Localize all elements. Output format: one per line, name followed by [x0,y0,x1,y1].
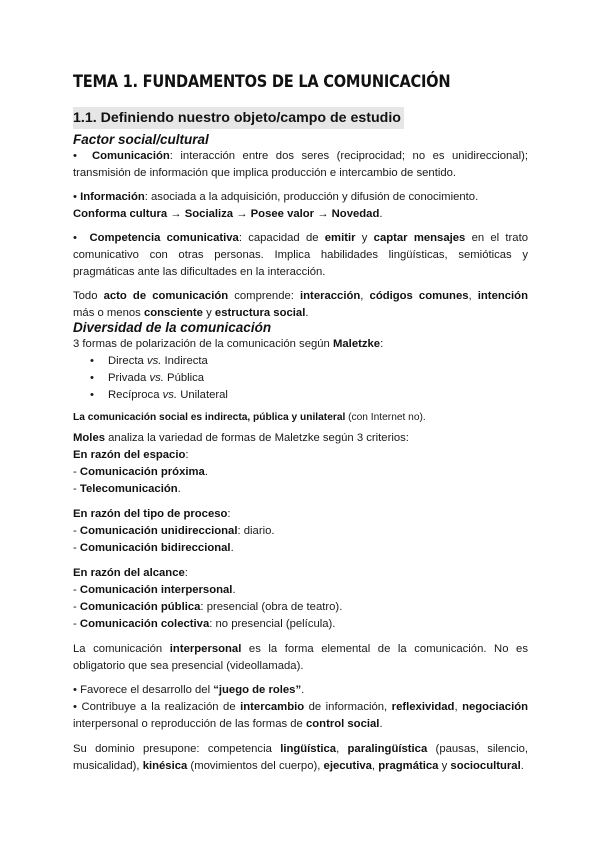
proceso-heading: En razón del tipo de proceso: [73,508,231,520]
subheading-factor: Factor social/cultural [73,132,209,147]
acto-comunicacion: Todo acto de comunicación comprende: interacción, códigos comunes, intención más o menos consciente y estructura social. [73,290,528,319]
informacion-definition: • Información: asociada a la adquisición, producción y difusión de conocimiento. [73,191,479,203]
alcance-item: - Comunicación interpersonal. [73,584,236,596]
competencia-definition: • Competencia comunicativa: capacidad de emitir y captar mensajes en el trato comunicativo con otras personas. Implica habilidades lingüísticas, semióticas y pragmáticas ante las dificultades en la interacción. [73,232,529,278]
factor-block [73,148,528,322]
espacio-item: - Comunicación próxima. [73,466,208,478]
cultura-chain: Conforma cultura → Socializa → Posee valor → Novedad. [73,208,383,220]
polarization-list [73,353,528,404]
list-item: • Recíproca vs. Unilateral [73,387,528,404]
alcance-heading: En razón del alcance: [73,567,188,579]
proceso-item: - Comunicación unidireccional: diario. [73,525,275,537]
interpersonal-paragraph: La comunicación interpersonal es la forma elemental de la comunicación. No es obligatorio que sea presencial (videollamada). [73,643,528,672]
social-note: La comunicación social es indirecta, pública y unilateral (con Internet no). [73,412,426,423]
section-heading: 1.1. Definiendo nuestro objeto/campo de estudio [73,107,404,129]
page-title: TEMA 1. FUNDAMENTOS DE LA COMUNICACIÓN [73,72,451,92]
list-item: • Privada vs. Pública [73,370,528,387]
moles-intro: Moles analiza la variedad de formas de Maletzke según 3 criterios: [73,432,409,444]
maletzke-intro: 3 formas de polarización de la comunicación según Maletzke: [73,338,384,350]
alcance-item: - Comunicación pública: presencial (obra de teatro). [73,601,343,613]
list-item: • Directa vs. Indirecta [73,353,528,370]
subheading-diversidad: Diversidad de la comunicación [73,320,272,335]
espacio-item: - Telecomunicación. [73,483,181,495]
proceso-item: - Comunicación bidireccional. [73,542,234,554]
diversidad-block [73,336,528,775]
comunicacion-definition: • Comunicación: interacción entre dos seres (reciprocidad; no es unidireccional); transmisión de información que implica producción e intercambio de sentido. [73,150,529,179]
dominio-paragraph: Su dominio presupone: competencia lingüística, paralingüística (pausas, silencio, musicalidad), kinésica (movimientos del cuerpo), ejecutiva, pragmática y sociocultural. [73,743,529,772]
contribuye-item: • Contribuye a la realización de intercambio de información, reflexividad, negociación interpersonal o reproducción de las formas de control social. [73,701,529,730]
favorece-item: • Favorece el desarrollo del “juego de roles”. [73,684,305,696]
alcance-item: - Comunicación colectiva: no presencial (película). [73,618,336,630]
espacio-heading: En razón del espacio: [73,449,189,461]
